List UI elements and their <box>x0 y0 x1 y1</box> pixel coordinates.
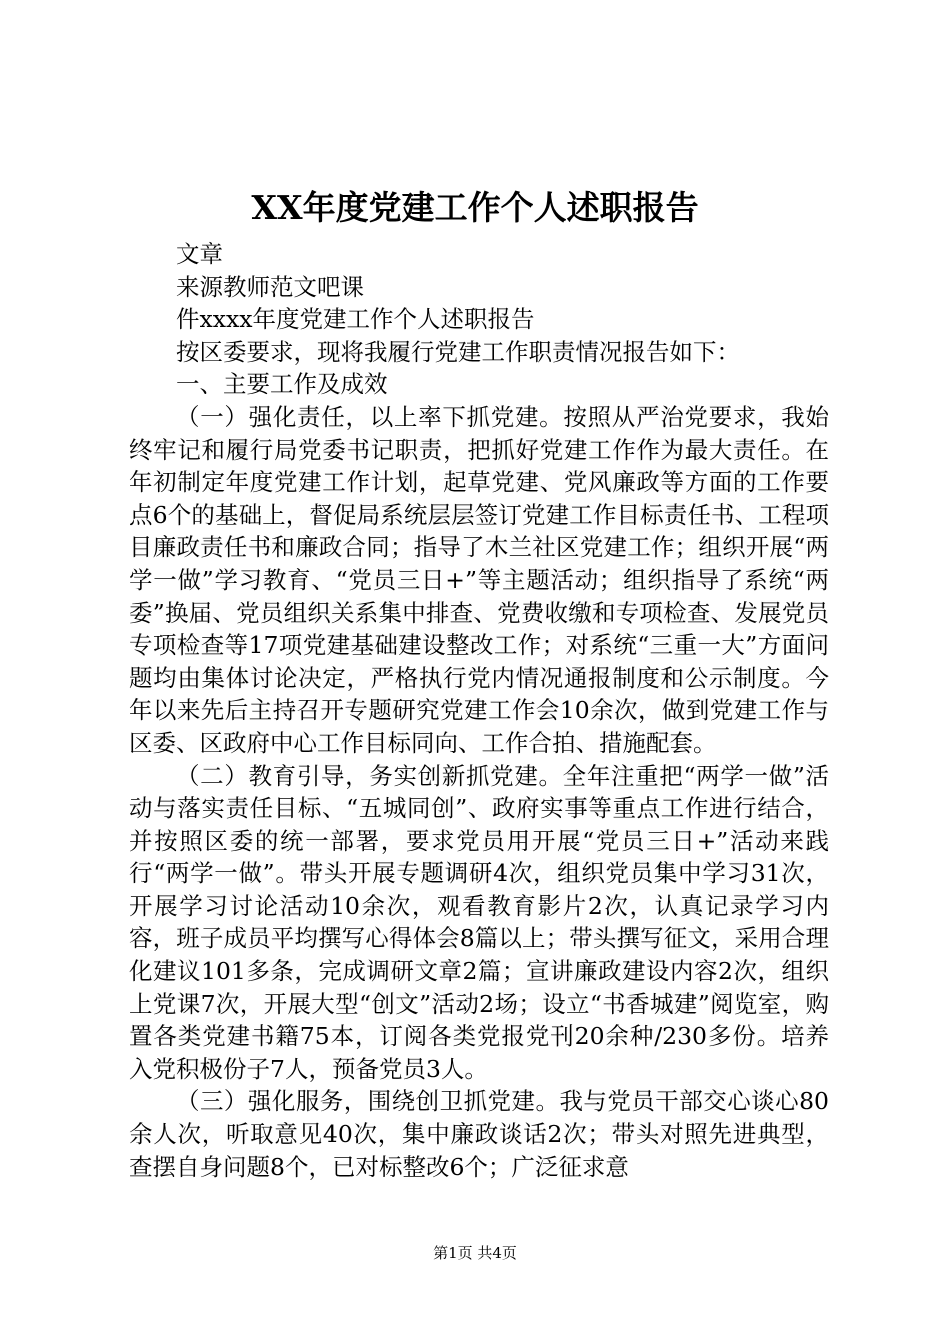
section-heading: 一、主要工作及成效 <box>176 370 388 399</box>
intro-line: 文章 <box>176 240 223 268</box>
paragraph: （二）教育引导，务实创新抓党建。全年注重把“两学一做”活动与落实责任目标、“五城同创”、政府实事等重点工作进行结合，并按照区委的统一部署，要求党员用开展“党员三日+”活动来践行“两学一做”。带头开展专题调研4次，组织党员集中学习31次，开展学习讨论活动10余次，观看教育影片2次，认真记录学习内容，班子成员平均撰写心得体会8篇以上；带头撰写征文，采用合理化建议101多条，完成调研文章2篇；宣讲廉政建设内容2次，组织上党课7次，开展大型“创文”活动2场；设立“书香城建”阅览室，购置各类党建书籍75本，订阅各类党报党刊20余种/230多份。培养入党积极份子7人，预备党员3人。 <box>129 761 829 1083</box>
intro-line: 来源教师范文吧课 <box>176 272 364 301</box>
document-title: XX年度党建工作个人述职报告 <box>251 188 699 227</box>
page-footer: 第1页 共4页 <box>433 1244 517 1262</box>
document-body <box>129 238 829 1183</box>
intro-line: 按区委要求，现将我履行党建工作职责情况报告如下： <box>176 337 740 366</box>
intro-line: 件xxxx年度党建工作个人述职报告 <box>176 305 535 334</box>
paragraph: （三）强化服务，围绕创卫抓党建。我与党员干部交心谈心80余人次，听取意见40次，集中廉政谈话2次；带头对照先进典型，查摆自身问题8个，已对标整改6个；广泛征求意 <box>129 1087 829 1181</box>
paragraph: （一）强化责任，以上率下抓党建。按照从严治党要求，我始终牢记和履行局党委书记职责，把抓好党建工作作为最大责任。在年初制定年度党建工作计划，起草党建、党风廉政等方面的工作要点6个的基础上，督促局系统层层签订党建工作目标责任书、工程项目廉政责任书和廉政合同；指导了木兰社区党建工作；组织开展“两学一做”学习教育、“党员三日+”等主题活动；组织指导了系统“两委”换届、党员组织关系集中排查、党费收缴和专项检查、发展党员专项检查等17项党建基础建设整改工作；对系统“三重一大”方面问题均由集体讨论决定，严格执行党内情况通报制度和公示制度。今年以来先后主持召开专题研究党建工作会10余次，做到党建工作与区委、区政府中心工作目标同向、工作合拍、措施配套。 <box>129 402 829 757</box>
